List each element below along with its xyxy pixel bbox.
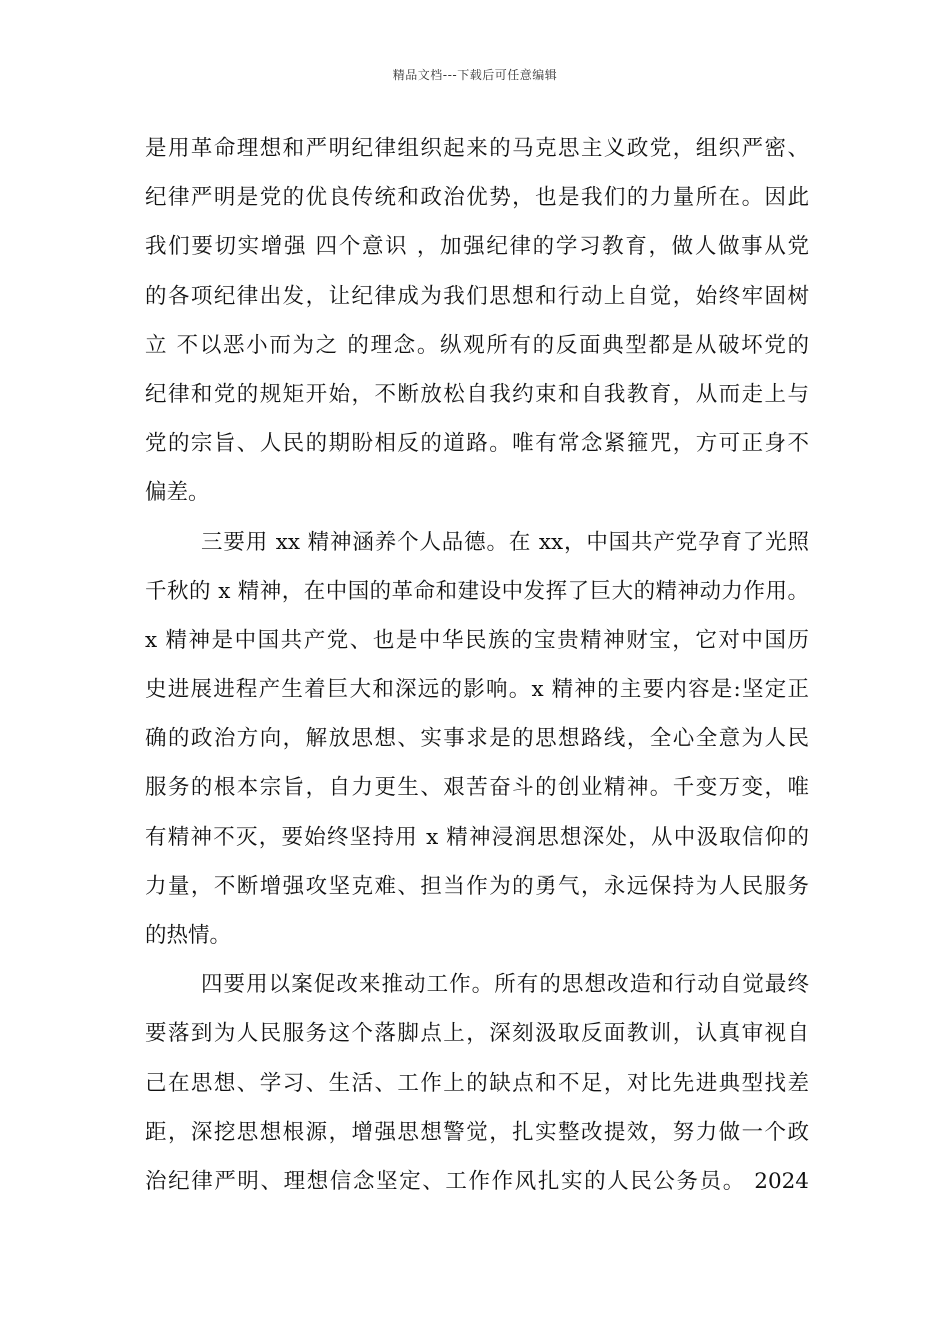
text-line: 要落到为人民服务这个落脚点上，深刻汲取反面教训，认真审视自 xyxy=(145,1021,809,1047)
paragraph-1 xyxy=(145,128,809,522)
text-line: 偏差。 xyxy=(145,480,210,506)
text-line: 距，深挖思想根源，增强思想警觉，扎实整改提效，努力做一个政 xyxy=(145,1119,809,1145)
text-line: 纪律严明是党的优良传统和政治优势，也是我们的力量所在。因此 xyxy=(145,185,809,211)
text-line: 三要用 xx 精神涵养个人品德。在 xx，中国共产党孕育了光照 xyxy=(201,529,809,555)
text-line: 的热情。 xyxy=(145,923,232,948)
text-line: 四要用以案促改来推动工作。所有的思想改造和行动自觉最终 xyxy=(201,972,809,998)
paragraph-3 xyxy=(145,964,809,1210)
text-line: 纪律和党的规矩开始，不断放松自我约束和自我教育，从而走上与 xyxy=(145,381,809,407)
text-line: 立 不以恶小而为之 的理念。纵观所有的反面典型都是从破坏党的 xyxy=(145,332,809,358)
text-line: 史进展进程产生着巨大和深远的影响。x 精神的主要内容是:坚定正 xyxy=(145,677,809,703)
text-line: 的各项纪律出发，让纪律成为我们思想和行动上自觉，始终牢固树 xyxy=(145,283,809,309)
text-line: 己在思想、学习、生活、工作上的缺点和不足，对比先进典型找差 xyxy=(145,1070,809,1096)
text-line: 我们要切实增强 四个意识 ，加强纪律的学习教育，做人做事从党 xyxy=(145,234,809,260)
text-line: 千秋的 x 精神，在中国的革命和建设中发挥了巨大的精神动力作用。 xyxy=(145,578,809,604)
text-line: 治纪律严明、理想信念坚定、工作作风扎实的人民公务员。 2024 xyxy=(145,1168,809,1194)
text-line: 服务的根本宗旨，自力更生、艰苦奋斗的创业精神。千变万变，唯 xyxy=(145,775,809,801)
paragraph-2 xyxy=(145,522,809,965)
page-header: 精品文档---下载后可任意编辑 xyxy=(392,68,558,82)
text-line: 有精神不灭，要始终坚持用 x 精神浸润思想深处，从中汲取信仰的 xyxy=(145,824,809,850)
text-line: 力量，不断增强攻坚克难、担当作为的勇气，永远保持为人民服务 xyxy=(145,873,809,899)
document-body xyxy=(145,128,809,1210)
text-line: x 精神是中国共产党、也是中华民族的宝贵精神财宝，它对中国历 xyxy=(145,627,809,653)
text-line: 是用革命理想和严明纪律组织起来的马克思主义政党，组织严密、 xyxy=(145,136,809,161)
text-line: 党的宗旨、人民的期盼相反的道路。唯有常念紧箍咒，方可正身不 xyxy=(145,431,809,457)
text-line: 确的政治方向，解放思想、实事求是的思想路线，全心全意为人民 xyxy=(145,726,809,752)
